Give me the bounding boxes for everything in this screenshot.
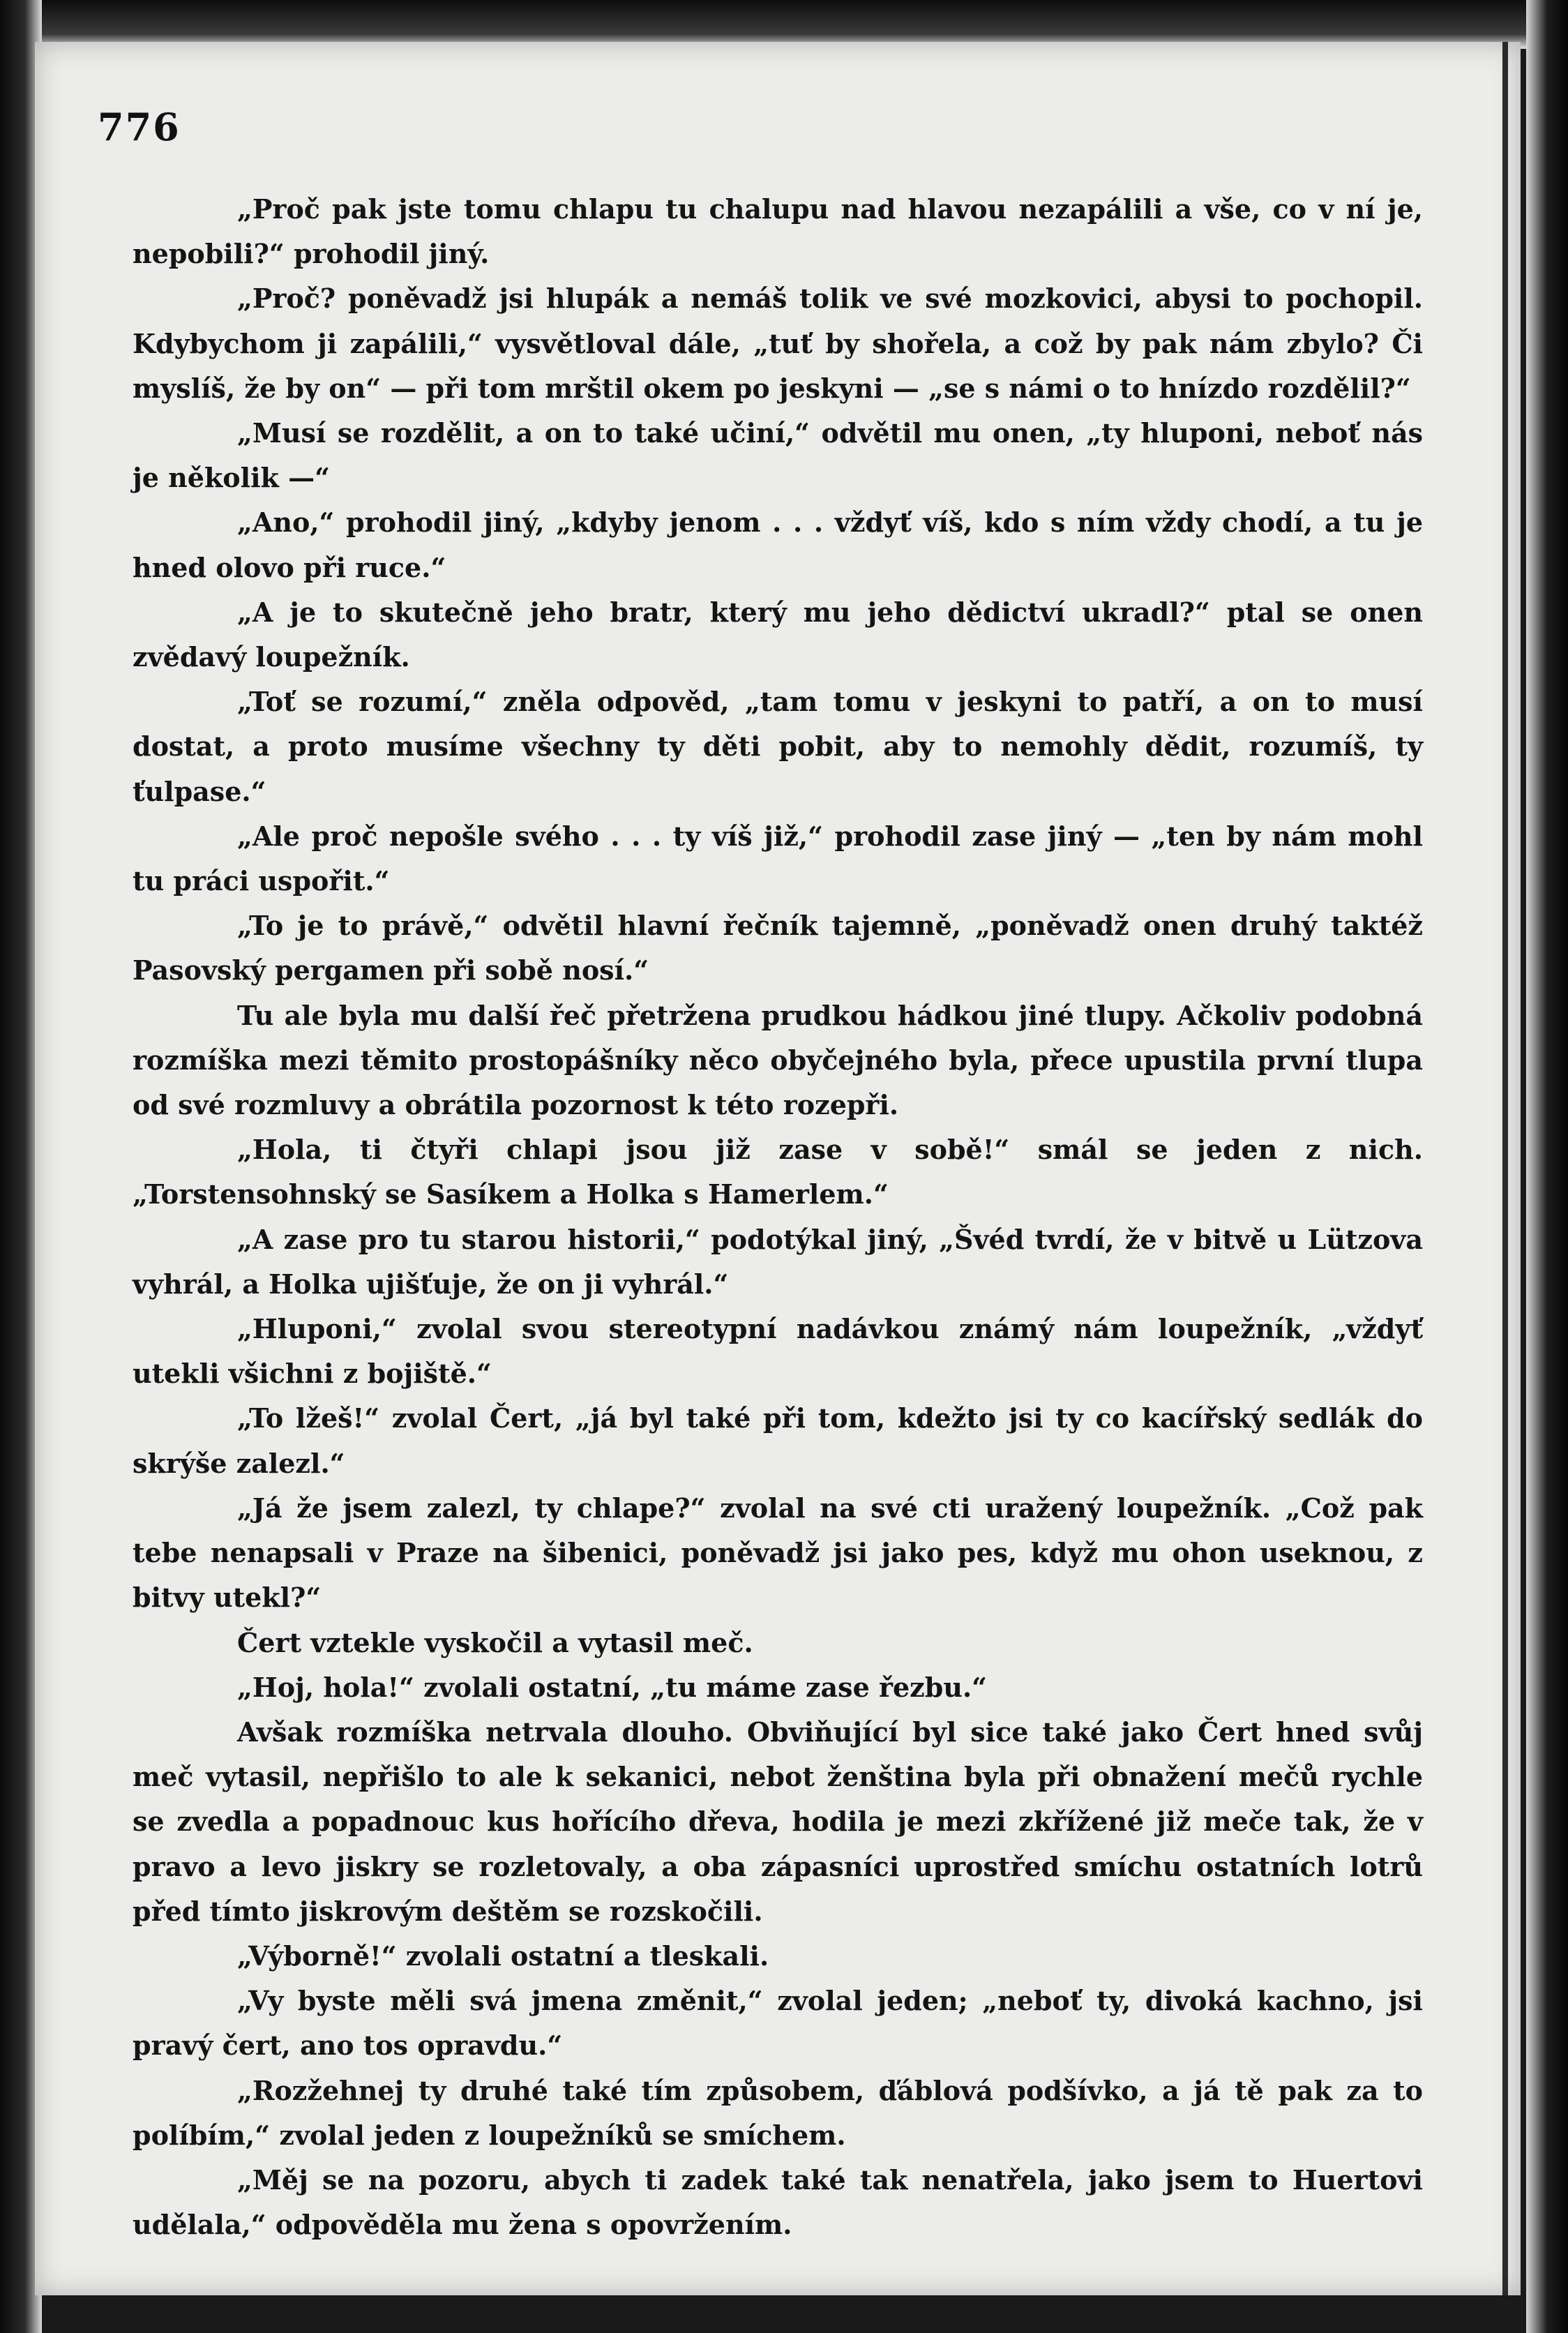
paragraph: „Toť se rozumí,“ zněla odpověd, „tam tomu v jeskyni to patří, a on to musí dostat, a proto musíme všechny ty děti pobit, aby to nemohly dědit, rozumíš, ty ťulpase.“ [133,686,1423,807]
paragraph: „Hoj, hola!“ zvolali ostatní, „tu máme zase řezbu.“ [237,1671,988,1703]
paragraph: „To je to právě,“ odvětil hlavní řečník tajemně, „poněvadž onen druhý taktéž Pasovský pergamen při sobě nosí.“ [133,910,1423,987]
paragraph: „Proč? poněvadž jsi hlupák a nemáš tolik ve své mozkovici, abysi to pochopil. Kdybychom ji zapálili,“ vysvětloval dále, „tuť by shořela, a což by pak nám zbylo? Či myslíš, že by on“ — při tom mrštil okem po jeskyni — „se s námi o to hnízdo rozdělil?“ [133,283,1423,404]
paragraph: „Proč pak jste tomu chlapu tu chalupu nad hlavou nezapálili a vše, co v ní je, nepobili?“ prohodil jiný. [133,193,1423,270]
paragraph: Avšak rozmíška netrvala dlouho. Obviňující byl sice také jako Čert hned svůj meč vytasil, nepřišlo to ale k sekanici, nebot ženština byla při obnažení mečů rychle se zvedla a popadnouc kus hořícího dřeva, hodila je mezi zkřížené již meče tak, že v pravo a levo jiskry se rozletovaly, a oba zápasníci uprostřed smíchu ostatních lotrů před tímto jiskrovým deštěm se rozskočili. [133,1716,1423,1927]
paragraph: „Hola, ti čtyři chlapi jsou již zase v sobě!“ smál se jeden z nich. „Torstensohnský se Sasíkem a Holka s Hamerlem.“ [133,1134,1423,1210]
page-edge-shadow [1502,42,1508,2295]
paragraph: „Vy byste měli svá jmena změnit,“ zvolal jeden; „neboť ty, divoká kachno, jsi pravý čert, ano tos opravdu.“ [133,1985,1423,2062]
paragraph: „Já že jsem zalezl, ty chlape?“ zvolal na své cti uražený loupežník. „Což pak tebe nenapsali v Praze na šibenici, poněvadž jsi jako pes, když mu ohon useknou, z bitvy utekl?“ [133,1492,1423,1614]
page-number: 776 [98,105,181,149]
paragraph: „Výborně!“ zvolali ostatní a tleskali. [237,1940,769,1972]
paragraph: „Musí se rozdělit, a on to také učiní,“ odvětil mu onen, „ty hluponi, neboť nás je několik —“ [133,417,1423,494]
paragraph: Tu ale byla mu další řeč přetržena prudkou hádkou jiné tlupy. Ačkoliv podobná rozmíška mezi těmito prostopášníky něco obyčejného byla, přece upustila první tlupa od své rozmluvy a obrátila pozornost k této rozepři. [133,999,1423,1121]
paragraph: „Měj se na pozoru, abych ti zadek také tak nenatřela, jako jsem to Huertovi udělala,“ odpověděla mu žena s opovržením. [133,2163,1423,2241]
body-text [133,187,1423,2247]
paragraph: „A je to skutečně jeho bratr, který mu jeho dědictví ukradl?“ ptal se onen zvědavý loupežník. [133,596,1423,673]
paragraph: Čert vztekle vyskočil a vytasil meč. [237,1626,753,1658]
paragraph: „To lžeš!“ zvolal Čert, „já byl také při tom, kdežto jsi ty co kacířský sedlák do skrýše zalezl.“ [133,1402,1423,1479]
paragraph: „Hluponi,“ zvolal svou stereotypní nadávkou známý nám loupežník, „vždyť utekli všichni z bojiště.“ [133,1313,1423,1390]
paragraph: „Rozžehnej ty druhé také tím způsobem, ďáblová podšívko, a já tě pak za to políbím,“ zvolal jeden z loupežníků se smíchem. [133,2074,1423,2151]
paragraph: „Ale proč nepošle svého . . . ty víš již,“ prohodil zase jiný — „ten by nám mohl tu práci uspořit.“ [133,820,1423,897]
paragraph: „A zase pro tu starou historii,“ podotýkal jiný, „Švéd tvrdí, že v bitvě u Lützova vyhrál, a Holka ujišťuje, že on ji vyhrál.“ [133,1223,1423,1300]
scan-border-right [1526,0,1568,2333]
paragraph: „Ano,“ prohodil jiný, „kdyby jenom . . . vždyť víš, kdo s ním vždy chodí, a tu je hned olovo při ruce.“ [133,507,1423,583]
